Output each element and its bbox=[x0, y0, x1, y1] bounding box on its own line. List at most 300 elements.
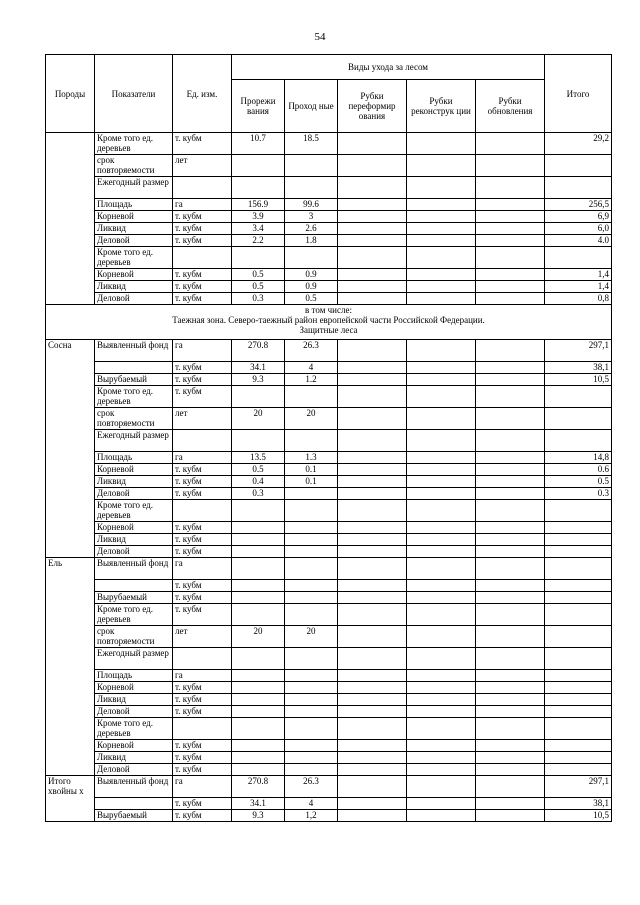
total-cell bbox=[545, 670, 612, 682]
table-row bbox=[46, 604, 612, 626]
table-row bbox=[46, 764, 612, 776]
header-renewal: Рубки обновления bbox=[476, 80, 545, 133]
table-row bbox=[46, 810, 612, 822]
value-cell: 34.1 bbox=[232, 362, 285, 374]
value-cell: 0.1 bbox=[285, 476, 338, 488]
value-cell bbox=[232, 155, 285, 177]
value-cell bbox=[285, 682, 338, 694]
indicator-cell: срок повторяемости bbox=[95, 408, 173, 430]
value-cell bbox=[232, 718, 285, 740]
unit-cell: т. кубм bbox=[173, 810, 232, 822]
total-cell bbox=[545, 558, 612, 580]
value-cell bbox=[476, 500, 545, 522]
table-row bbox=[46, 199, 612, 211]
value-cell bbox=[338, 592, 407, 604]
value-cell bbox=[338, 798, 407, 810]
value-cell bbox=[476, 558, 545, 580]
header-unit: Ед. изм. bbox=[173, 55, 232, 133]
indicator-cell: Площадь bbox=[95, 199, 173, 211]
value-cell: 1.2 bbox=[285, 374, 338, 386]
indicator-cell: Деловой bbox=[95, 488, 173, 500]
value-cell bbox=[476, 740, 545, 752]
value-cell bbox=[338, 764, 407, 776]
value-cell bbox=[285, 488, 338, 500]
value-cell bbox=[338, 694, 407, 706]
total-cell bbox=[545, 386, 612, 408]
table-row bbox=[46, 374, 612, 386]
value-cell bbox=[407, 464, 476, 476]
indicator-cell: Ликвид bbox=[95, 752, 173, 764]
value-cell bbox=[407, 670, 476, 682]
total-cell: 4.0 bbox=[545, 235, 612, 247]
value-cell bbox=[285, 534, 338, 546]
value-cell bbox=[285, 718, 338, 740]
value-cell bbox=[476, 604, 545, 626]
indicator-cell bbox=[95, 798, 173, 810]
value-cell bbox=[232, 177, 285, 199]
value-cell bbox=[476, 408, 545, 430]
value-cell bbox=[407, 648, 476, 670]
indicator-cell: Вырубаемый bbox=[95, 592, 173, 604]
value-cell bbox=[338, 408, 407, 430]
value-cell bbox=[476, 452, 545, 464]
value-cell bbox=[338, 682, 407, 694]
value-cell bbox=[407, 546, 476, 558]
value-cell bbox=[338, 476, 407, 488]
value-cell bbox=[232, 604, 285, 626]
total-cell: 0.6 bbox=[545, 464, 612, 476]
value-cell bbox=[338, 281, 407, 293]
unit-cell: т. кубм bbox=[173, 604, 232, 626]
value-cell: 0.3 bbox=[232, 293, 285, 305]
indicator-cell: Кроме того ед. деревьев bbox=[95, 500, 173, 522]
value-cell bbox=[338, 718, 407, 740]
table-row bbox=[46, 133, 612, 155]
value-cell bbox=[407, 488, 476, 500]
indicator-cell: Корневой bbox=[95, 740, 173, 752]
value-cell bbox=[476, 235, 545, 247]
indicator-cell: срок повторяемости bbox=[95, 626, 173, 648]
table-row bbox=[46, 488, 612, 500]
table-row bbox=[46, 340, 612, 362]
value-cell bbox=[476, 293, 545, 305]
value-cell bbox=[338, 374, 407, 386]
unit-cell: т. кубм bbox=[173, 464, 232, 476]
value-cell: 3 bbox=[285, 211, 338, 223]
value-cell: 0.5 bbox=[232, 281, 285, 293]
value-cell: 0.5 bbox=[285, 293, 338, 305]
table-row bbox=[46, 534, 612, 546]
value-cell: 9.3 bbox=[232, 810, 285, 822]
value-cell bbox=[285, 764, 338, 776]
value-cell bbox=[285, 386, 338, 408]
header-indicators: Показатели bbox=[95, 55, 173, 133]
indicator-cell: Площадь bbox=[95, 452, 173, 464]
table-row bbox=[46, 718, 612, 740]
total-cell bbox=[545, 740, 612, 752]
value-cell bbox=[338, 199, 407, 211]
indicator-cell: Кроме того ед. деревьев bbox=[95, 386, 173, 408]
value-cell: 1,2 bbox=[285, 810, 338, 822]
unit-cell: т. кубм bbox=[173, 682, 232, 694]
unit-cell: т. кубм bbox=[173, 534, 232, 546]
value-cell bbox=[232, 648, 285, 670]
value-cell: 9.3 bbox=[232, 374, 285, 386]
header-care-types: Виды ухода за лесом bbox=[232, 55, 545, 80]
header-reconstruction: Рубки реконструк ции bbox=[407, 80, 476, 133]
value-cell bbox=[232, 534, 285, 546]
value-cell bbox=[338, 706, 407, 718]
value-cell bbox=[407, 199, 476, 211]
value-cell bbox=[407, 476, 476, 488]
total-cell bbox=[545, 718, 612, 740]
indicator-cell: Ежегодный размер bbox=[95, 430, 173, 452]
indicator-cell bbox=[95, 580, 173, 592]
value-cell bbox=[476, 199, 545, 211]
value-cell: 0.5 bbox=[232, 464, 285, 476]
indicator-cell: Корневой bbox=[95, 682, 173, 694]
value-cell: 0.9 bbox=[285, 269, 338, 281]
total-cell bbox=[545, 764, 612, 776]
value-cell bbox=[407, 798, 476, 810]
unit-cell: т. кубм bbox=[173, 362, 232, 374]
table-row bbox=[46, 177, 612, 199]
value-cell: 13.5 bbox=[232, 452, 285, 464]
total-cell: 0,8 bbox=[545, 293, 612, 305]
unit-cell: т. кубм bbox=[173, 706, 232, 718]
value-cell bbox=[232, 580, 285, 592]
value-cell bbox=[285, 752, 338, 764]
table-row bbox=[46, 694, 612, 706]
total-cell bbox=[545, 648, 612, 670]
indicator-cell: Кроме того ед. деревьев bbox=[95, 718, 173, 740]
value-cell bbox=[407, 269, 476, 281]
value-cell: 0.5 bbox=[232, 269, 285, 281]
value-cell bbox=[232, 740, 285, 752]
unit-cell: т. кубм bbox=[173, 476, 232, 488]
indicator-cell: Ликвид bbox=[95, 476, 173, 488]
value-cell bbox=[476, 177, 545, 199]
table-row bbox=[46, 386, 612, 408]
value-cell bbox=[338, 604, 407, 626]
value-cell bbox=[407, 500, 476, 522]
value-cell: 0.1 bbox=[285, 464, 338, 476]
value-cell bbox=[476, 706, 545, 718]
value-cell bbox=[407, 362, 476, 374]
unit-cell: т. кубм bbox=[173, 235, 232, 247]
unit-cell: т. кубм bbox=[173, 281, 232, 293]
table-row bbox=[46, 682, 612, 694]
table-row bbox=[46, 235, 612, 247]
value-cell bbox=[407, 340, 476, 362]
value-cell bbox=[232, 522, 285, 534]
value-cell bbox=[338, 386, 407, 408]
header-passage: Проход ные bbox=[285, 80, 338, 133]
value-cell bbox=[407, 133, 476, 155]
unit-cell: т. кубм bbox=[173, 592, 232, 604]
value-cell bbox=[407, 155, 476, 177]
value-cell bbox=[338, 362, 407, 374]
value-cell bbox=[407, 706, 476, 718]
value-cell bbox=[407, 740, 476, 752]
unit-cell: т. кубм bbox=[173, 798, 232, 810]
value-cell: 10.7 bbox=[232, 133, 285, 155]
value-cell bbox=[338, 776, 407, 798]
table-row bbox=[46, 522, 612, 534]
indicator-cell: Вырубаемый bbox=[95, 374, 173, 386]
value-cell bbox=[476, 155, 545, 177]
unit-cell: т. кубм bbox=[173, 752, 232, 764]
total-cell: 10,5 bbox=[545, 810, 612, 822]
section-title bbox=[46, 305, 612, 340]
table-row bbox=[46, 247, 612, 269]
value-cell bbox=[407, 776, 476, 798]
value-cell bbox=[407, 534, 476, 546]
value-cell: 156.9 bbox=[232, 199, 285, 211]
section-line-3: Защитные леса bbox=[299, 325, 358, 335]
value-cell bbox=[285, 592, 338, 604]
indicator-cell: Ликвид bbox=[95, 281, 173, 293]
indicator-cell: Выявленный фонд bbox=[95, 340, 173, 362]
unit-cell: т. кубм bbox=[173, 374, 232, 386]
unit-cell: т. кубм bbox=[173, 522, 232, 534]
indicator-cell: Выявленный фонд bbox=[95, 558, 173, 580]
table-row bbox=[46, 362, 612, 374]
unit-cell: т. кубм bbox=[173, 293, 232, 305]
species-cell: Ель bbox=[46, 558, 95, 776]
value-cell bbox=[407, 522, 476, 534]
indicator-cell: Ликвид bbox=[95, 694, 173, 706]
total-cell: 0.5 bbox=[545, 476, 612, 488]
unit-cell bbox=[173, 247, 232, 269]
total-cell: 6,9 bbox=[545, 211, 612, 223]
table-row bbox=[46, 670, 612, 682]
value-cell: 1.3 bbox=[285, 452, 338, 464]
total-cell bbox=[545, 706, 612, 718]
total-cell: 38,1 bbox=[545, 362, 612, 374]
table-row bbox=[46, 293, 612, 305]
value-cell bbox=[338, 133, 407, 155]
total-cell: 6,0 bbox=[545, 223, 612, 235]
value-cell bbox=[285, 740, 338, 752]
unit-cell: га bbox=[173, 199, 232, 211]
value-cell bbox=[285, 155, 338, 177]
table-row bbox=[46, 626, 612, 648]
value-cell bbox=[285, 648, 338, 670]
unit-cell: т. кубм bbox=[173, 694, 232, 706]
total-cell bbox=[545, 752, 612, 764]
value-cell bbox=[338, 648, 407, 670]
value-cell: 4 bbox=[285, 798, 338, 810]
total-cell: 256,5 bbox=[545, 199, 612, 211]
indicator-cell: Ежегодный размер bbox=[95, 648, 173, 670]
value-cell: 34.1 bbox=[232, 798, 285, 810]
value-cell bbox=[476, 694, 545, 706]
value-cell bbox=[476, 374, 545, 386]
unit-cell: лет bbox=[173, 626, 232, 648]
indicator-cell: Корневой bbox=[95, 464, 173, 476]
value-cell: 20 bbox=[285, 408, 338, 430]
table-row bbox=[46, 452, 612, 464]
value-cell bbox=[285, 670, 338, 682]
value-cell: 99.6 bbox=[285, 199, 338, 211]
value-cell bbox=[476, 362, 545, 374]
total-cell: 297,1 bbox=[545, 776, 612, 798]
unit-cell: лет bbox=[173, 155, 232, 177]
indicator-cell: Кроме того ед. деревьев bbox=[95, 247, 173, 269]
indicator-cell: срок повторяемости bbox=[95, 155, 173, 177]
value-cell bbox=[285, 694, 338, 706]
value-cell: 1.8 bbox=[285, 235, 338, 247]
section-line-1: в том числе: bbox=[305, 305, 352, 315]
value-cell bbox=[476, 133, 545, 155]
value-cell bbox=[407, 626, 476, 648]
value-cell bbox=[407, 580, 476, 592]
value-cell: 0.3 bbox=[232, 488, 285, 500]
unit-cell: га bbox=[173, 340, 232, 362]
value-cell bbox=[407, 452, 476, 464]
value-cell bbox=[476, 488, 545, 500]
indicator-cell: Деловой bbox=[95, 546, 173, 558]
indicator-cell: Кроме того ед. деревьев bbox=[95, 604, 173, 626]
total-cell: 1,4 bbox=[545, 281, 612, 293]
value-cell bbox=[338, 155, 407, 177]
indicator-cell bbox=[95, 362, 173, 374]
unit-cell: лет bbox=[173, 408, 232, 430]
total-cell: 29,2 bbox=[545, 133, 612, 155]
value-cell bbox=[232, 706, 285, 718]
value-cell bbox=[407, 718, 476, 740]
value-cell bbox=[232, 430, 285, 452]
value-cell bbox=[407, 592, 476, 604]
unit-cell bbox=[173, 177, 232, 199]
total-cell bbox=[545, 592, 612, 604]
value-cell: 270.8 bbox=[232, 776, 285, 798]
value-cell bbox=[476, 281, 545, 293]
value-cell bbox=[407, 281, 476, 293]
unit-cell: га bbox=[173, 670, 232, 682]
value-cell bbox=[232, 558, 285, 580]
value-cell bbox=[232, 764, 285, 776]
total-cell: 14,8 bbox=[545, 452, 612, 464]
table-row bbox=[46, 155, 612, 177]
value-cell bbox=[476, 430, 545, 452]
value-cell bbox=[338, 211, 407, 223]
unit-cell: т. кубм bbox=[173, 580, 232, 592]
unit-cell: т. кубм bbox=[173, 740, 232, 752]
total-cell bbox=[545, 534, 612, 546]
value-cell bbox=[338, 500, 407, 522]
table-row bbox=[46, 430, 612, 452]
unit-cell bbox=[173, 648, 232, 670]
value-cell bbox=[476, 340, 545, 362]
value-cell bbox=[338, 522, 407, 534]
header-total: Итого bbox=[545, 55, 612, 133]
value-cell: 0.9 bbox=[285, 281, 338, 293]
total-cell bbox=[545, 546, 612, 558]
indicator-cell: Вырубаемый bbox=[95, 810, 173, 822]
table-row bbox=[46, 740, 612, 752]
section-line-2: Таежная зона. Северо-таежный район европейской части Российской Федерации. bbox=[172, 315, 485, 325]
value-cell bbox=[476, 247, 545, 269]
total-cell: 10,5 bbox=[545, 374, 612, 386]
value-cell bbox=[338, 452, 407, 464]
unit-cell: га bbox=[173, 776, 232, 798]
indicator-cell: Выявленный фонд bbox=[95, 776, 173, 798]
value-cell bbox=[232, 592, 285, 604]
value-cell bbox=[476, 476, 545, 488]
indicator-cell: Ликвид bbox=[95, 534, 173, 546]
total-cell bbox=[545, 682, 612, 694]
value-cell bbox=[407, 694, 476, 706]
total-cell bbox=[545, 500, 612, 522]
value-cell: 20 bbox=[232, 408, 285, 430]
value-cell bbox=[232, 682, 285, 694]
value-cell bbox=[476, 386, 545, 408]
value-cell bbox=[476, 269, 545, 281]
table-row bbox=[46, 706, 612, 718]
total-cell: 1,4 bbox=[545, 269, 612, 281]
value-cell bbox=[407, 752, 476, 764]
value-cell bbox=[285, 247, 338, 269]
total-cell bbox=[545, 694, 612, 706]
value-cell bbox=[338, 580, 407, 592]
value-cell bbox=[232, 752, 285, 764]
table-row bbox=[46, 269, 612, 281]
value-cell: 0.4 bbox=[232, 476, 285, 488]
table-row bbox=[46, 798, 612, 810]
total-cell bbox=[545, 247, 612, 269]
total-cell bbox=[545, 408, 612, 430]
value-cell: 3.9 bbox=[232, 211, 285, 223]
table-row bbox=[46, 580, 612, 592]
unit-cell: т. кубм bbox=[173, 211, 232, 223]
top-rows bbox=[46, 133, 612, 305]
value-cell bbox=[285, 706, 338, 718]
indicator-cell: Корневой bbox=[95, 522, 173, 534]
value-cell: 20 bbox=[285, 626, 338, 648]
value-cell bbox=[338, 546, 407, 558]
value-cell bbox=[338, 558, 407, 580]
species-cell: Итого хвойны х bbox=[46, 776, 95, 822]
table-row bbox=[46, 648, 612, 670]
value-cell bbox=[338, 464, 407, 476]
unit-cell: т. кубм bbox=[173, 133, 232, 155]
value-cell bbox=[476, 718, 545, 740]
value-cell bbox=[232, 546, 285, 558]
value-cell bbox=[476, 752, 545, 764]
value-cell bbox=[232, 670, 285, 682]
total-cell: 0.3 bbox=[545, 488, 612, 500]
table-row bbox=[46, 500, 612, 522]
value-cell bbox=[407, 177, 476, 199]
unit-cell bbox=[173, 718, 232, 740]
value-cell bbox=[407, 386, 476, 408]
value-cell bbox=[285, 546, 338, 558]
value-cell bbox=[338, 269, 407, 281]
value-cell: 2.6 bbox=[285, 223, 338, 235]
value-cell bbox=[338, 293, 407, 305]
value-cell bbox=[285, 604, 338, 626]
indicator-cell: Деловой bbox=[95, 764, 173, 776]
value-cell bbox=[476, 546, 545, 558]
value-cell: 18.5 bbox=[285, 133, 338, 155]
value-cell: 26.3 bbox=[285, 776, 338, 798]
value-cell bbox=[338, 430, 407, 452]
table-row bbox=[46, 546, 612, 558]
total-cell: 297,1 bbox=[545, 340, 612, 362]
indicator-cell: Площадь bbox=[95, 670, 173, 682]
